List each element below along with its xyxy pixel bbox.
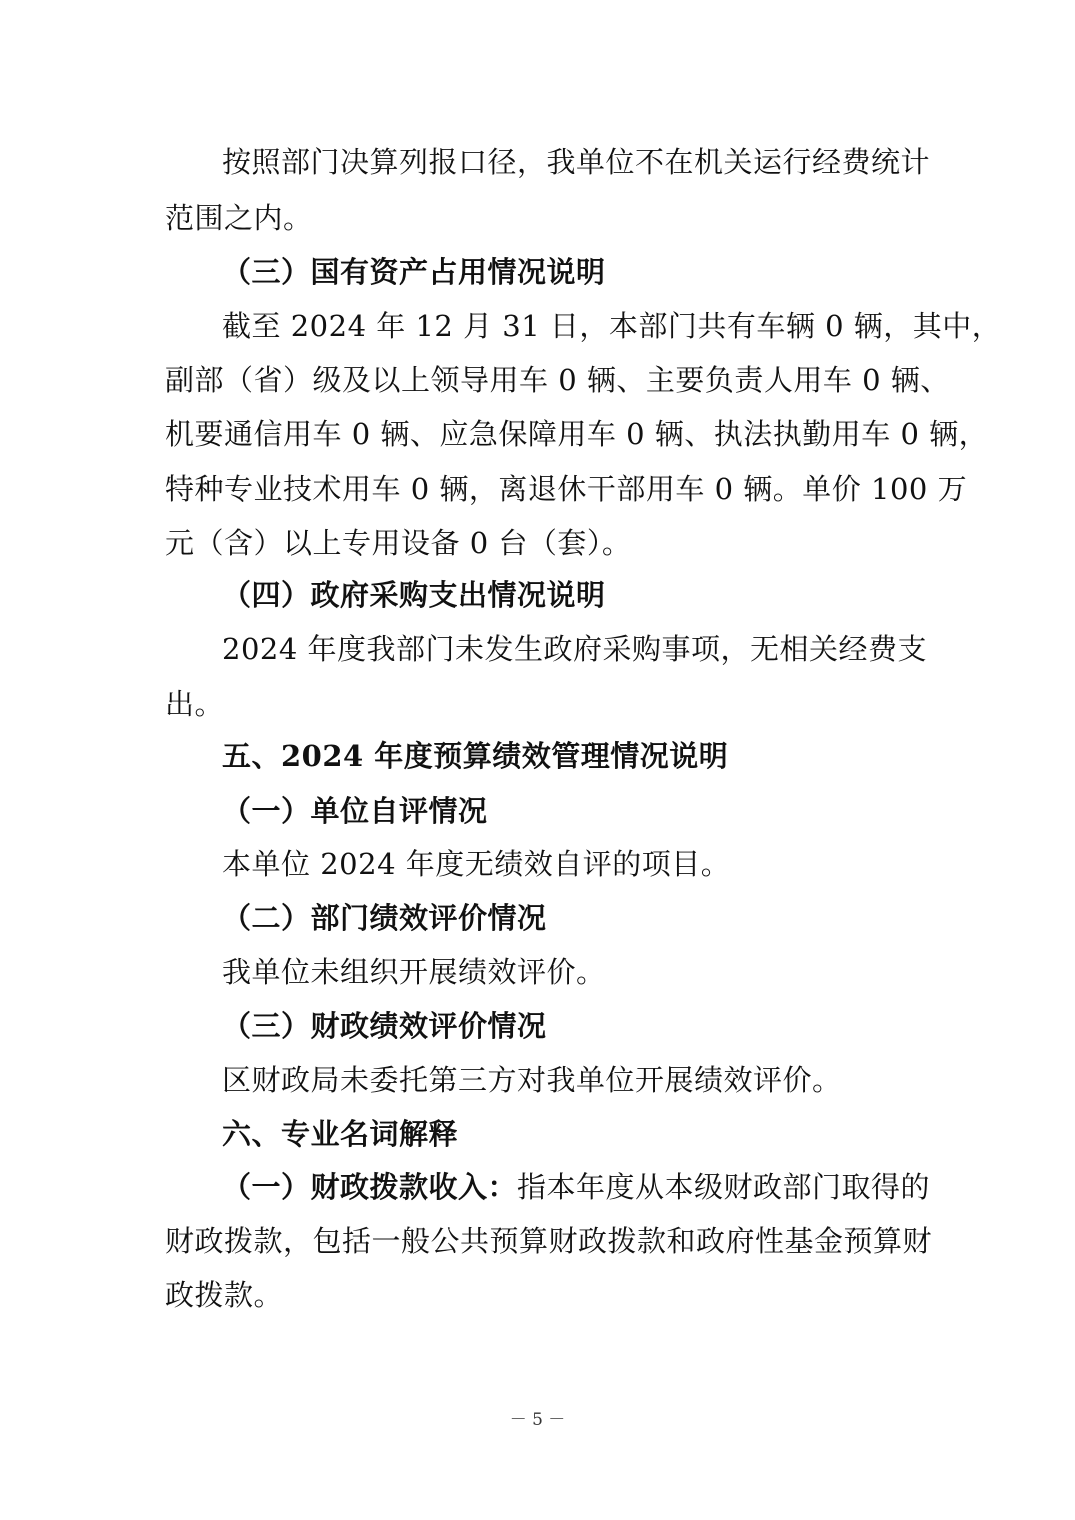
section-heading: （二）部门绩效评价情况 (222, 901, 547, 935)
paragraph-line: 范围之内。 (165, 201, 313, 235)
paragraph-line: 出。 (165, 687, 225, 721)
section-heading: （四）政府采购支出情况说明 (222, 578, 606, 612)
section-heading: （三）财政绩效评价情况 (222, 1009, 547, 1043)
paragraph-line: 本单位 2024 年度无绩效自评的项目。 (222, 847, 731, 881)
paragraph-line: 元（含）以上专用设备 0 台（套）。 (165, 526, 632, 560)
section-heading: （三）国有资产占用情况说明 (222, 255, 606, 289)
definition-line (222, 1167, 931, 1207)
paragraph-line: 特种专业技术用车 0 辆，离退休干部用车 0 辆。单价 100 万 (165, 472, 968, 506)
section-heading: （一）单位自评情况 (222, 794, 488, 828)
paragraph-line: 截至 2024 年 12 月 31 日，本部门共有车辆 0 辆，其中， (222, 309, 1002, 343)
paragraph-line: 我单位未组织开展绩效评价。 (222, 955, 606, 989)
page-number: － 5 － (509, 1410, 566, 1430)
paragraph-line: 区财政局未委托第三方对我单位开展绩效评价。 (222, 1063, 842, 1097)
paragraph-line: 机要通信用车 0 辆、应急保障用车 0 辆、执法执勤用车 0 辆， (165, 417, 989, 451)
paragraph-line: 2024 年度我部门未发生政府采购事项，无相关经费支 (222, 632, 928, 666)
paragraph-line: 政拨款。 (165, 1278, 284, 1312)
paragraph-line: 按照部门决算列报口径，我单位不在机关运行经费统计 (222, 145, 931, 179)
paragraph-line: 副部（省）级及以上领导用车 0 辆、主要负责人用车 0 辆、 (165, 363, 950, 397)
paragraph-line: 财政拨款，包括一般公共预算财政拨款和政府性基金预算财 (165, 1224, 933, 1258)
chapter-heading: 五、2024 年度预算绩效管理情况说明 (222, 739, 729, 773)
chapter-heading: 六、专业名词解释 (222, 1117, 459, 1151)
definition-term: （一）财政拨款收入： (222, 1170, 518, 1204)
definition-text: 指本年度从本级财政部门取得的 (517, 1170, 931, 1204)
